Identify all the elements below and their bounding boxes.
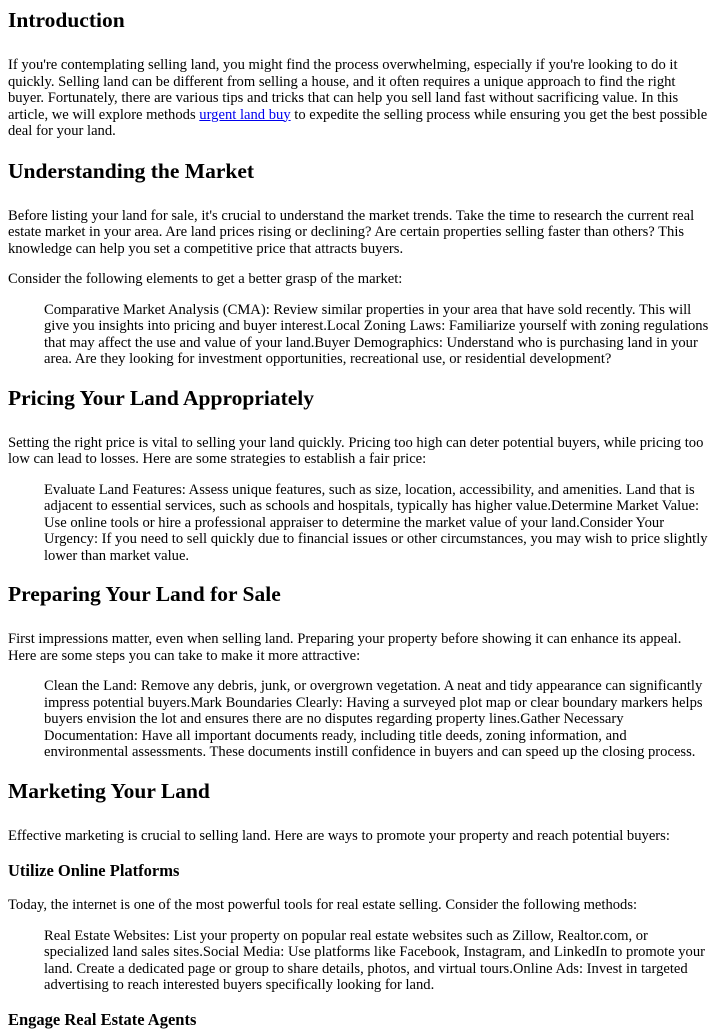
online-platforms-paragraph: Today, the internet is one of the most powerful tools for real estate selling. Consider the following methods: bbox=[8, 897, 638, 913]
market-paragraph-2: Consider the following elements to get a better grasp of the market: bbox=[8, 271, 403, 287]
urgent-land-buy-link[interactable]: urgent land buy bbox=[199, 106, 291, 123]
heading-introduction: Introduction bbox=[8, 8, 125, 32]
pricing-strategies-quote: Evaluate Land Features: Assess unique features, such as size, location, accessibility, and amenities. Land that is adjacent to essential services, such as schools and hospitals, typically has higher value.Determine Market Value: Use online tools or hire a professional appraiser to determine the market value of your land.Consider Your Urgency: If you need to sell quickly due to financial issues or other circumstances, you may wish to price slightly lower than market value. bbox=[44, 481, 708, 564]
heading-marketing: Marketing Your Land bbox=[8, 778, 210, 803]
pricing-paragraph: Setting the right price is vital to selling your land quickly. Pricing too high can deter potential buyers, while pricing too low can lead to losses. Here are some strategies to establish a fair price: bbox=[8, 434, 704, 467]
preparing-paragraph: First impressions matter, even when selling land. Preparing your property before showing it can enhance its appeal. Here are some steps you can take to make it more attractive: bbox=[8, 631, 682, 664]
market-elements-quote: Comparative Market Analysis (CMA): Review similar properties in your area that have sold recently. This will give you insights into pricing and buyer interest.Local Zoning Laws: Familiarize yourself with zoning regulations that may affect the use and value of your land.Buyer Demographics: Understand who is purchasing land in your area. Are they looking for investment opportunities, recreational use, or residential development? bbox=[44, 301, 709, 367]
market-paragraph-1: Before listing your land for sale, it's crucial to understand the market trends. Take the time to research the current real estate market in your area. Are land prices rising or declining? Are certain properties selling faster than others? This knowledge can help you set a competitive price that attracts buyers. bbox=[8, 207, 695, 257]
article bbox=[0, 8, 720, 1029]
heading-understanding-market: Understanding the Market bbox=[8, 158, 255, 183]
heading-online-platforms: Utilize Online Platforms bbox=[8, 861, 180, 880]
marketing-paragraph: Effective marketing is crucial to selling land. Here are ways to promote your property and reach potential buyers: bbox=[8, 827, 670, 844]
online-methods-quote: Real Estate Websites: List your property on popular real estate websites such as Zillow, Realtor.com, or specialized land sales sites.Social Media: Use platforms like Facebook, Instagram, and LinkedIn to promote your land. Create a dedicated page or group to share details, photos, and virtual tours.Online Ads: Invest in targeted advertising to reach interested buyers specifically looking for land. bbox=[44, 927, 706, 993]
preparing-steps-quote: Clean the Land: Remove any debris, junk, or overgrown vegetation. A neat and tidy appearance can significantly impress potential buyers.Mark Boundaries Clearly: Having a surveyed plot map or clear boundary markers helps buyers envision the lot and ensures there are no disputes regarding property lines.Gather Necessary Documentation: Have all important documents ready, including title deeds, zoning information, and environmental assessments. These documents instill confidence in buyers and can speed up the closing process. bbox=[44, 678, 703, 760]
heading-pricing: Pricing Your Land Appropriately bbox=[8, 385, 315, 410]
intro-text-after-link: to expedite the selling process while ensuring you get the best possible deal for your land. bbox=[8, 106, 708, 139]
heading-preparing: Preparing Your Land for Sale bbox=[8, 582, 281, 606]
intro-paragraph bbox=[8, 57, 713, 140]
heading-real-estate-agents: Engage Real Estate Agents bbox=[8, 1009, 197, 1029]
intro-text-before-link: If you're contemplating selling land, you might find the process overwhelming, especially if you're looking to do it quickly. Selling land can be different from selling a house, and it often requires a unique approach to find the right buyer. Fortunately, there are various tips and tricks that can help you sell land fast without sacrificing value. In this article, we will explore methods bbox=[8, 57, 679, 123]
